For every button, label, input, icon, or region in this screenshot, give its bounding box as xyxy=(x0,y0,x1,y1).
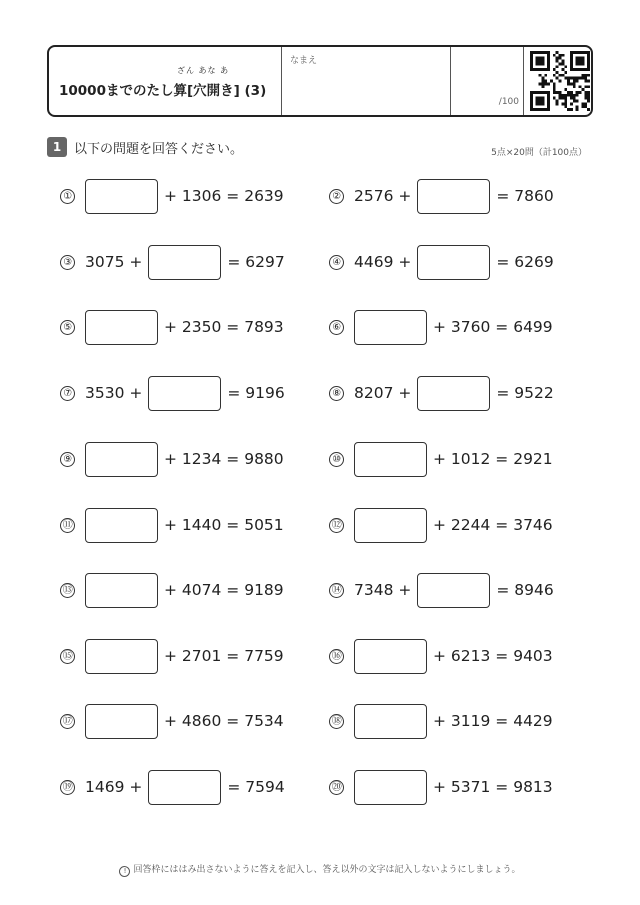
problem-2 xyxy=(329,178,560,214)
title-cell xyxy=(49,47,282,115)
problem-19 xyxy=(60,769,291,805)
problem-number: ② xyxy=(329,189,344,204)
name-label: なまえ xyxy=(290,56,318,66)
answer-box[interactable] xyxy=(85,573,158,608)
equation-text: + 6213 = 9403 xyxy=(433,647,553,665)
answer-box[interactable] xyxy=(148,245,221,280)
info-icon: ! xyxy=(119,866,130,877)
answer-box[interactable] xyxy=(354,442,427,477)
equation-text: 3075 + xyxy=(85,253,143,271)
answer-box[interactable] xyxy=(417,573,490,608)
qr-code-icon xyxy=(530,51,590,111)
problem-9 xyxy=(60,441,290,477)
equation-text: 1469 + xyxy=(85,778,143,796)
answer-box[interactable] xyxy=(354,508,427,543)
equation-text: = 8946 xyxy=(496,581,554,599)
equation-text: 4469 + xyxy=(354,253,412,271)
problem-number: ③ xyxy=(60,255,75,270)
section-instruction: 以下の問題を回答ください。 xyxy=(74,142,244,157)
equation-text: 2576 + xyxy=(354,187,412,205)
equation-text: = 7860 xyxy=(496,187,554,205)
problem-number: ⑰ xyxy=(60,714,75,729)
problem-20 xyxy=(329,769,559,805)
equation-text: = 9196 xyxy=(227,384,285,402)
footer-note xyxy=(0,862,640,877)
problem-8 xyxy=(329,375,560,411)
equation-text: + 2350 = 7893 xyxy=(164,318,284,336)
equation-text: = 6269 xyxy=(496,253,554,271)
answer-box[interactable] xyxy=(85,310,158,345)
equation-text: + 4074 = 9189 xyxy=(164,581,284,599)
answer-box[interactable] xyxy=(417,245,490,280)
equation-text: + 1012 = 2921 xyxy=(433,450,553,468)
problem-number: ⑨ xyxy=(60,452,75,467)
problem-14 xyxy=(329,572,560,608)
equation-text: + 1440 = 5051 xyxy=(164,516,284,534)
problem-7 xyxy=(60,375,291,411)
equation-text: + 4860 = 7534 xyxy=(164,712,284,730)
answer-box[interactable] xyxy=(148,376,221,411)
answer-box[interactable] xyxy=(85,508,158,543)
problem-number: ⑲ xyxy=(60,780,75,795)
equation-text: + 3760 = 6499 xyxy=(433,318,553,336)
problem-13 xyxy=(60,572,290,608)
equation-text: + 1306 = 2639 xyxy=(164,187,284,205)
score-field[interactable] xyxy=(451,47,524,115)
problem-number: ⑭ xyxy=(329,583,344,598)
qr-cell xyxy=(524,47,591,115)
points-info: 5点×20問（計100点） xyxy=(491,148,587,158)
answer-box[interactable] xyxy=(85,442,158,477)
equation-text: + 3119 = 4429 xyxy=(433,712,553,730)
problem-number: ⑥ xyxy=(329,320,344,335)
equation-text: = 9522 xyxy=(496,384,554,402)
problem-15 xyxy=(60,638,290,674)
problem-3 xyxy=(60,244,291,280)
problem-number: ⑬ xyxy=(60,583,75,598)
answer-box[interactable] xyxy=(417,376,490,411)
problem-number: ⑳ xyxy=(329,780,344,795)
problem-12 xyxy=(329,507,559,543)
equation-text: = 7594 xyxy=(227,778,285,796)
equation-text: + 1234 = 9880 xyxy=(164,450,284,468)
answer-box[interactable] xyxy=(354,704,427,739)
answer-box[interactable] xyxy=(148,770,221,805)
problem-number: ⑫ xyxy=(329,518,344,533)
problem-1 xyxy=(60,178,290,214)
title-ruby: ざん あな あ xyxy=(177,66,230,75)
problem-number: ⑤ xyxy=(60,320,75,335)
problem-number: ⑦ xyxy=(60,386,75,401)
problem-10 xyxy=(329,441,559,477)
problem-number: ⑮ xyxy=(60,649,75,664)
equation-text: 3530 + xyxy=(85,384,143,402)
section-header xyxy=(47,137,593,159)
problem-number: ④ xyxy=(329,255,344,270)
problem-number: ⑪ xyxy=(60,518,75,533)
score-label: /100 xyxy=(498,97,519,107)
problem-16 xyxy=(329,638,559,674)
problem-17 xyxy=(60,703,290,739)
answer-box[interactable] xyxy=(85,704,158,739)
section-number-badge: 1 xyxy=(47,137,67,157)
equation-text: = 6297 xyxy=(227,253,285,271)
equation-text: + 5371 = 9813 xyxy=(433,778,553,796)
problem-4 xyxy=(329,244,560,280)
answer-box[interactable] xyxy=(85,639,158,674)
worksheet-title: 10000までのたし算[穴開き] (3) xyxy=(59,83,267,99)
problem-number: ⑯ xyxy=(329,649,344,664)
problem-5 xyxy=(60,309,290,345)
problem-18 xyxy=(329,703,559,739)
footer-text: 回答枠にははみ出さないように答えを記入し、答え以外の文字は記入しないようにしましょう。 xyxy=(133,865,521,875)
answer-box[interactable] xyxy=(354,639,427,674)
equation-text: + 2244 = 3746 xyxy=(433,516,553,534)
equation-text: + 2701 = 7759 xyxy=(164,647,284,665)
name-field[interactable] xyxy=(282,47,451,115)
equation-text: 7348 + xyxy=(354,581,412,599)
answer-box[interactable] xyxy=(417,179,490,214)
worksheet-header xyxy=(47,45,593,117)
problem-number: ⑩ xyxy=(329,452,344,467)
answer-box[interactable] xyxy=(354,770,427,805)
problem-number: ⑧ xyxy=(329,386,344,401)
answer-box[interactable] xyxy=(354,310,427,345)
equation-text: 8207 + xyxy=(354,384,412,402)
answer-box[interactable] xyxy=(85,179,158,214)
problem-number: ⑱ xyxy=(329,714,344,729)
problem-6 xyxy=(329,309,559,345)
problem-11 xyxy=(60,507,290,543)
problem-number: ① xyxy=(60,189,75,204)
